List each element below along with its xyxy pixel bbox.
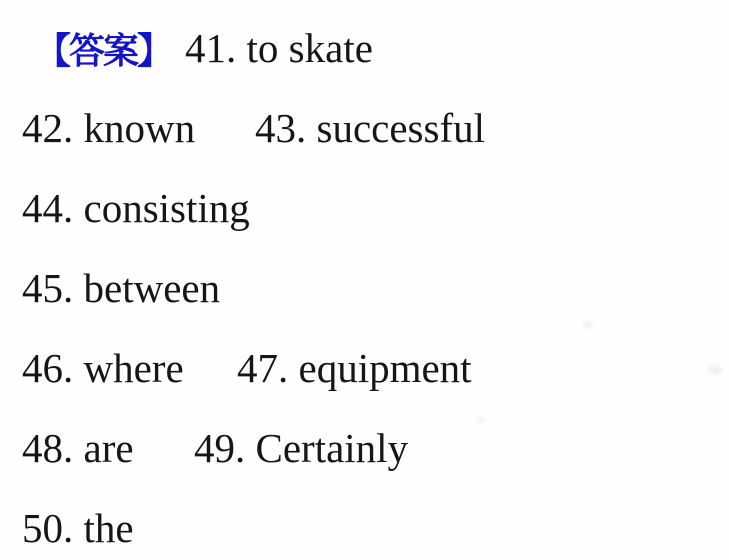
answer-line-4 [0,248,729,328]
answer-42: 42. known [22,105,196,151]
answer-50: 50. the [22,505,134,551]
answer-41: 41. to skate [185,25,373,71]
scan-smudge [583,322,593,328]
answer-46: 46. where [22,345,184,391]
scan-smudge [477,418,485,423]
answer-line-1 [0,8,729,88]
answer-line-5 [0,328,729,408]
answer-43: 43. successful [255,105,486,151]
answer-47: 47. equipment [237,345,472,391]
answer-line-7 [0,488,729,560]
answer-sheet [0,8,729,560]
scan-smudge [708,366,722,374]
answer-line-2 [0,88,729,168]
answer-49: 49. Certainly [194,425,409,471]
answer-line-6 [0,408,729,488]
answer-45: 45. between [22,265,221,311]
answer-48: 48. are [22,425,134,471]
answer-key-label: 【答案】 [35,30,172,71]
answer-44: 44. consisting [22,185,250,231]
answer-line-3 [0,168,729,248]
